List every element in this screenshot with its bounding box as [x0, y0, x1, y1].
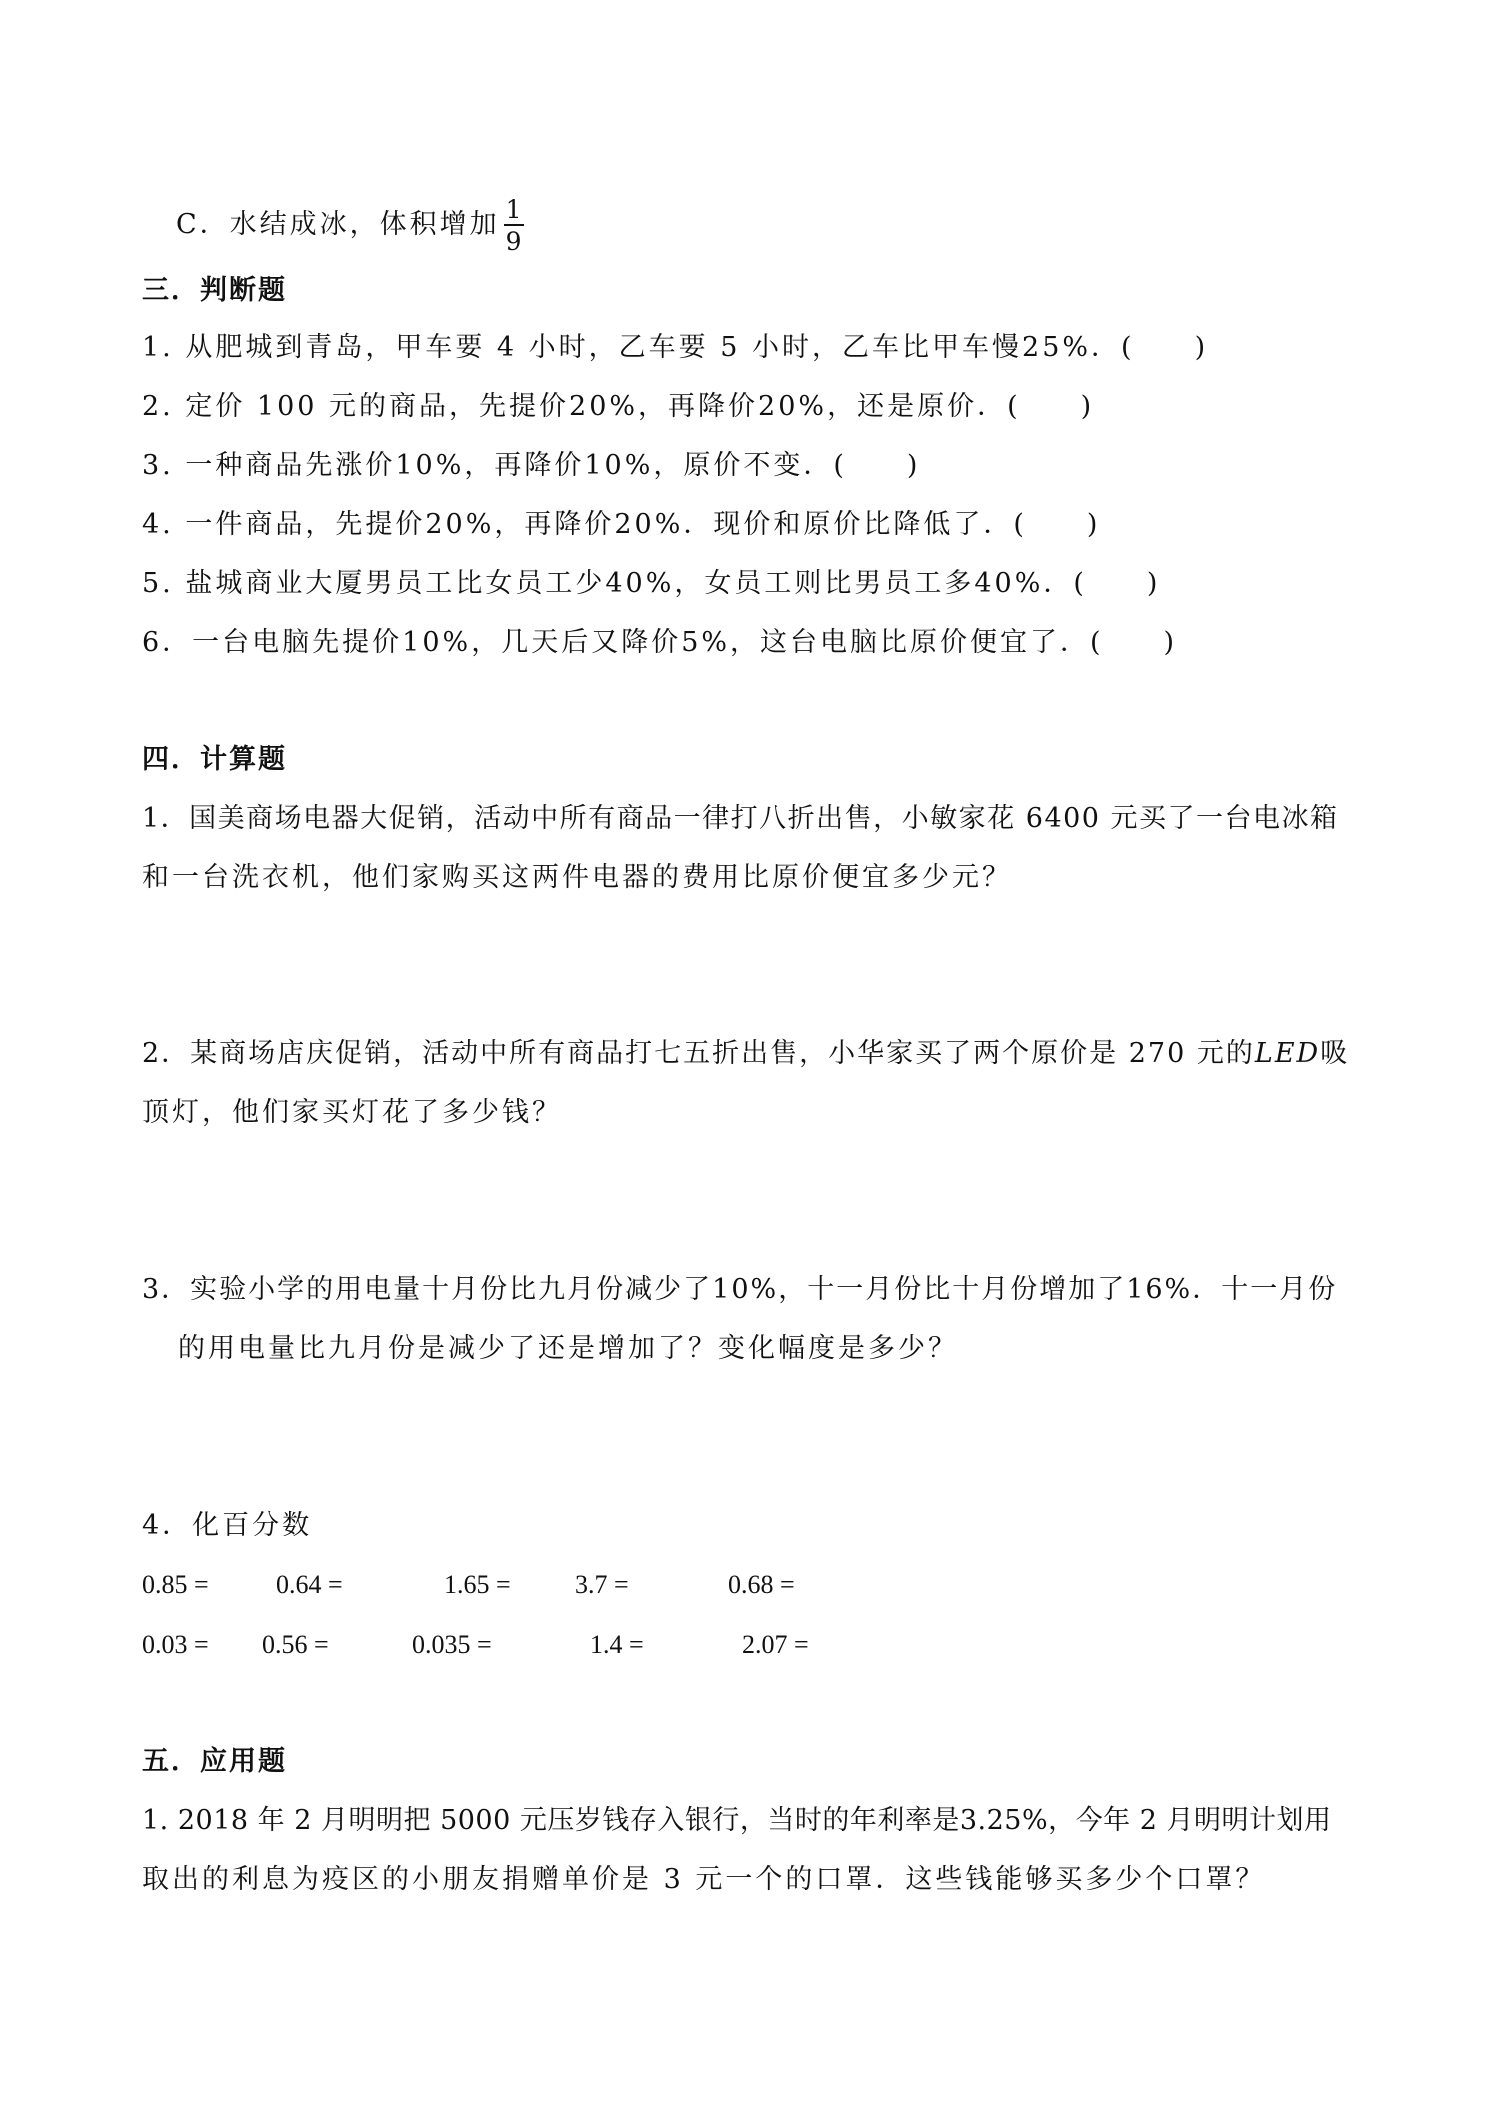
section-5-title: 五．应用题 [142, 1746, 287, 1777]
conversion-item: 0.68 = [728, 1570, 795, 1599]
option-c-text: C．水结成冰，体积增加 [176, 209, 500, 240]
conversion-item: 2.07 = [742, 1630, 809, 1659]
judge-item-1: 1. 从肥城到青岛，甲车要 4 小时，乙车要 5 小时，乙车比甲车慢25%．( ) [142, 332, 1209, 363]
conversion-item: 0.85 = [142, 1570, 209, 1599]
calc-q2-line1: 2．某商场店庆促销，活动中所有商品打七五折出售，小华家买了两个原价是 270 元的LED吸 [142, 1038, 1350, 1069]
conversion-item: 0.56 = [262, 1630, 329, 1659]
calc-q1-line1: 1．国美商场电器大促销，活动中所有商品一律打八折出售，小敏家花 6400 元买了一台电冰箱 [142, 803, 1339, 834]
judge-item-4: 4. 一件商品，先提价20%，再降价20%．现价和原价比降低了．( ) [142, 509, 1101, 540]
calc-q4-title: 4．化百分数 [142, 1510, 313, 1541]
conversion-item: 3.7 = [575, 1570, 629, 1599]
led-text: LED [1254, 1038, 1321, 1069]
fraction-one-ninth: $\frac{1}{9}$ [505, 195, 522, 256]
section-4-title: 四．计算题 [142, 744, 287, 775]
judge-item-5: 5. 盐城商业大厦男员工比女员工少40%，女员工则比男员工多40%．( ) [142, 568, 1161, 599]
app-q1-line1: 1. 2018 年 2 月明明把 5000 元压岁钱存入银行，当时的年利率是3.25%，今年 2 月明明计划用 [142, 1805, 1332, 1836]
conversion-item: 0.035 = [412, 1630, 492, 1659]
calc-q3-line1: 3．实验小学的用电量十月份比九月份减少了10%，十一月份比十月份增加了16%．十一月份 [142, 1274, 1338, 1305]
calc-q3-line2: 的用电量比九月份是减少了还是增加了？变化幅度是多少？ [178, 1333, 958, 1364]
judge-item-2: 2. 定价 100 元的商品，先提价20%，再降价20%，还是原价．( ) [142, 391, 1095, 422]
conversion-item: 1.65 = [444, 1570, 511, 1599]
conversion-item: 0.03 = [142, 1630, 209, 1659]
conversion-item: 1.4 = [590, 1630, 644, 1659]
calc-q1-line2: 和一台洗衣机，他们家购买这两件电器的费用比原价便宜多少元？ [142, 862, 1012, 893]
option-c [176, 197, 524, 254]
conversion-item: 0.64 = [276, 1570, 343, 1599]
section-3-title: 三．判断题 [142, 275, 287, 306]
judge-item-3: 3. 一种商品先涨价10%，再降价10%，原价不变．( ) [142, 450, 921, 481]
judge-item-6: 6．一台电脑先提价10%，几天后又降价5%，这台电脑比原价便宜了．( ) [142, 627, 1178, 658]
app-q1-line2: 取出的利息为疫区的小朋友捐赠单价是 3 元一个的口罩．这些钱能够买多少个口罩？ [142, 1864, 1266, 1895]
calc-q2-line2: 顶灯，他们家买灯花了多少钱？ [142, 1097, 562, 1128]
